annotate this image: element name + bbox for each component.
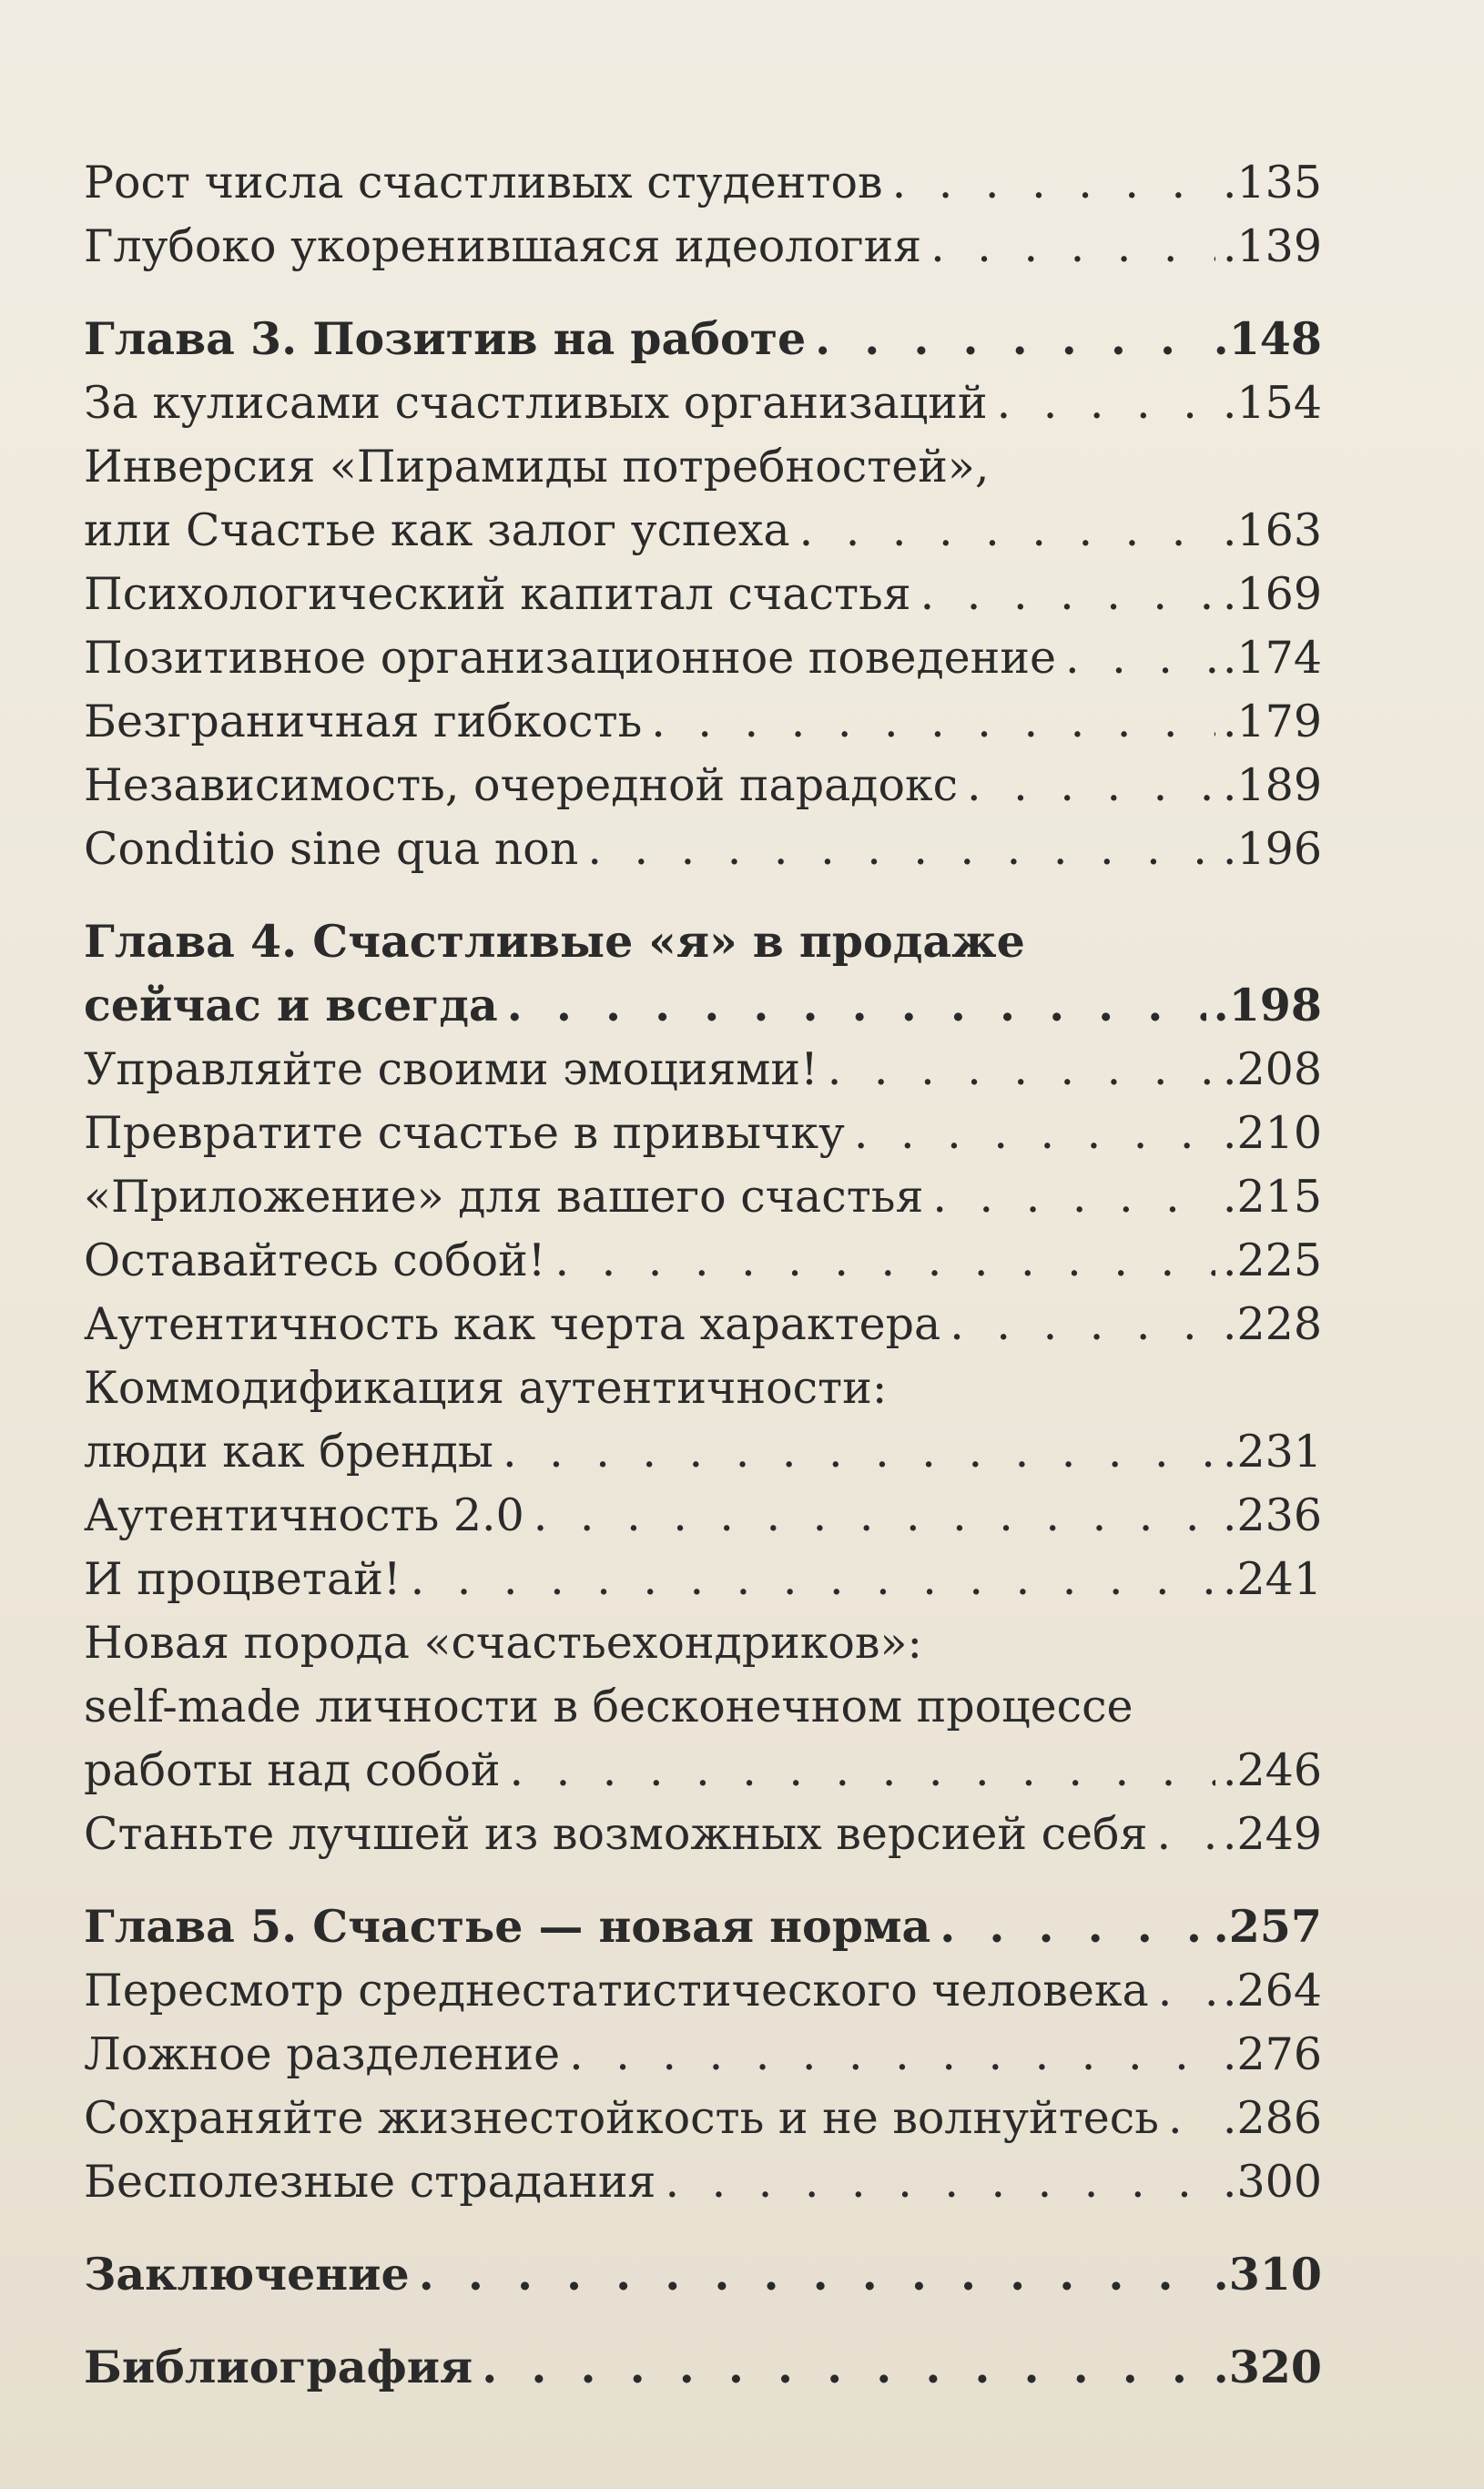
toc-entry-page: .163 — [1222, 504, 1322, 556]
toc-entry-title: или Счастье как залог успеха — [84, 504, 790, 556]
toc-entry-page: .228 — [1222, 1298, 1322, 1350]
dot-leader — [799, 508, 1215, 553]
section-gap — [84, 2311, 1322, 2340]
toc-entry-page: .246 — [1222, 1744, 1322, 1796]
toc-entry — [84, 155, 1322, 218]
toc-entry-page: .179 — [1222, 696, 1322, 747]
dot-leader — [932, 1174, 1215, 1219]
toc-entry-page: .286 — [1222, 2092, 1322, 2144]
toc-entry — [84, 375, 1322, 439]
toc-entry — [84, 757, 1322, 821]
dot-leader — [930, 224, 1215, 269]
toc-entry-title: Безграничная гибкость — [84, 696, 643, 747]
toc-entry — [84, 1105, 1322, 1169]
toc-entry-title: Управляйте своими эмоциями! — [84, 1043, 818, 1095]
toc-entry-title: Сохраняйте жизнестойкость и не волнуйтесь — [84, 2092, 1159, 2144]
dot-leader — [967, 763, 1215, 808]
section-gap — [84, 1870, 1322, 1899]
dot-leader — [569, 2032, 1215, 2077]
toc-entry — [84, 2027, 1322, 2090]
toc-entry-page: .189 — [1222, 759, 1322, 811]
toc-entry — [84, 311, 1322, 375]
toc-entry — [84, 694, 1322, 757]
toc-entry-page: .225 — [1222, 1234, 1322, 1286]
dot-leader — [534, 1493, 1215, 1538]
dot-leader — [854, 1111, 1215, 1155]
toc-entry-page: .196 — [1222, 823, 1322, 875]
toc-entry — [84, 1296, 1322, 1360]
toc-entry-title: Бесполезные страдания — [84, 2156, 656, 2208]
toc-entry-title: Глава 5. Счастье — новая норма — [84, 1900, 931, 1953]
dot-leader — [1065, 635, 1215, 680]
toc-entry-page: .135 — [1222, 157, 1322, 208]
toc-entry-title: Независимость, очередной парадокс — [84, 759, 959, 811]
toc-entry-page: .257 — [1213, 1900, 1322, 1953]
toc-entry — [84, 978, 1322, 1041]
section-gap — [84, 282, 1322, 311]
toc-entry — [84, 1233, 1322, 1296]
toc-entry-title: Пересмотр среднестатистического человека — [84, 1965, 1149, 2017]
toc-entry-title: работы над собой — [84, 1744, 501, 1796]
toc-entry-title: Превратите счастье в привычку — [84, 1107, 845, 1159]
toc-entry-page: .231 — [1222, 1426, 1322, 1478]
toc-entry — [84, 2340, 1322, 2403]
toc-entry-title: Рост числа счастливых студентов — [84, 157, 883, 208]
toc-line: Новая порода «счастьехондриков»: — [84, 1617, 922, 1669]
toc-entry — [84, 1742, 1322, 1806]
dot-leader — [892, 160, 1215, 205]
toc-entry-page: .300 — [1222, 2156, 1322, 2208]
dot-leader — [828, 1047, 1215, 1092]
toc-entry-page: .174 — [1222, 632, 1322, 684]
toc-entry-title: Ложное разделение — [84, 2028, 561, 2080]
toc-entry-page: .264 — [1222, 1965, 1322, 2017]
toc-entry-title: Психологический капитал счастья — [84, 568, 911, 620]
toc-entry-page: .210 — [1222, 1107, 1322, 1159]
toc-entry-page: .139 — [1222, 220, 1322, 272]
dot-leader — [920, 572, 1215, 616]
toc-entry-title: Глава 3. Позитив на работе — [84, 312, 807, 365]
toc-entry-title: Оставайтесь собой! — [84, 1234, 546, 1286]
toc-entry — [84, 218, 1322, 282]
toc-entry-title: За кулисами счастливых организаций — [84, 377, 988, 429]
dot-leader — [507, 983, 1206, 1028]
toc-entry-page: .241 — [1222, 1553, 1322, 1605]
toc-entry-title: люди как бренды — [84, 1426, 493, 1478]
toc-entry-title: Глубоко укоренившаяся идеология — [84, 220, 922, 272]
toc-entry — [84, 1169, 1322, 1233]
toc-entry — [84, 1041, 1322, 1105]
dot-leader — [1168, 2096, 1215, 2140]
dot-leader — [587, 827, 1215, 871]
dot-leader — [482, 2345, 1205, 2390]
toc-entry-page: .208 — [1222, 1043, 1322, 1095]
toc-entry-title: сейчас и всегда — [84, 979, 498, 1031]
toc-line: Инверсия «Пирамиды потребностей», — [84, 441, 990, 493]
section-gap — [84, 885, 1322, 914]
toc-entry-page: .310 — [1213, 2248, 1322, 2301]
dot-leader — [815, 317, 1205, 361]
table-of-contents — [84, 155, 1322, 2403]
toc-entry-page: .236 — [1222, 1489, 1322, 1541]
toc-entry-title: Заключение — [84, 2248, 410, 2301]
toc-entry-page: .215 — [1222, 1171, 1322, 1223]
toc-entry-page: .198 — [1213, 979, 1322, 1031]
toc-entry-title: Позитивное организационное поведение — [84, 632, 1056, 684]
toc-entry-page: .276 — [1222, 2028, 1322, 2080]
toc-entry — [84, 1963, 1322, 2027]
toc-entry-title: Станьте лучшей из возможных версией себя — [84, 1808, 1148, 1860]
toc-entry-page: .320 — [1213, 2341, 1322, 2393]
toc-entry — [84, 2154, 1322, 2218]
toc-entry-page: .148 — [1213, 312, 1322, 365]
toc-entry — [84, 821, 1322, 885]
dot-leader — [997, 381, 1215, 425]
toc-entry — [84, 503, 1322, 566]
toc-entry — [84, 1806, 1322, 1870]
toc-entry — [84, 2090, 1322, 2154]
dot-leader — [510, 1748, 1215, 1793]
toc-entry-title: Conditio sine qua non — [84, 823, 579, 875]
toc-entry-title: Библиография — [84, 2341, 473, 2393]
toc-entry-title: Аутентичность как черта характера — [84, 1298, 941, 1350]
dot-leader — [503, 1429, 1215, 1474]
toc-entry — [84, 1488, 1322, 1551]
toc-entry-title: «Приложение» для вашего счастья — [84, 1171, 924, 1223]
dot-leader — [411, 1557, 1215, 1601]
toc-entry-title: И процветай! — [84, 1553, 401, 1605]
dot-leader — [940, 1905, 1205, 1949]
toc-entry-page: .249 — [1222, 1808, 1322, 1860]
dot-leader — [1158, 1968, 1215, 2013]
toc-entry-page: .169 — [1222, 568, 1322, 620]
toc-line: Глава 4. Счастливые «я» в продаже — [84, 915, 1025, 968]
toc-entry — [84, 1899, 1322, 1963]
toc-entry — [84, 630, 1322, 694]
toc-line: self-made личности в бесконечном процессе — [84, 1681, 1133, 1732]
dot-leader — [1156, 1812, 1215, 1856]
toc-entry — [84, 2247, 1322, 2311]
dot-leader — [665, 2159, 1215, 2204]
toc-entry-page: .154 — [1222, 377, 1322, 429]
section-gap — [84, 2218, 1322, 2247]
toc-line: Коммодификация аутентичности: — [84, 1362, 888, 1414]
toc-entry — [84, 566, 1322, 630]
dot-leader — [651, 699, 1215, 744]
dot-leader — [419, 2252, 1206, 2297]
dot-leader — [950, 1302, 1215, 1346]
dot-leader — [555, 1238, 1215, 1283]
toc-entry — [84, 1424, 1322, 1488]
toc-entry — [84, 1551, 1322, 1615]
toc-entry-title: Аутентичность 2.0 — [84, 1489, 524, 1541]
